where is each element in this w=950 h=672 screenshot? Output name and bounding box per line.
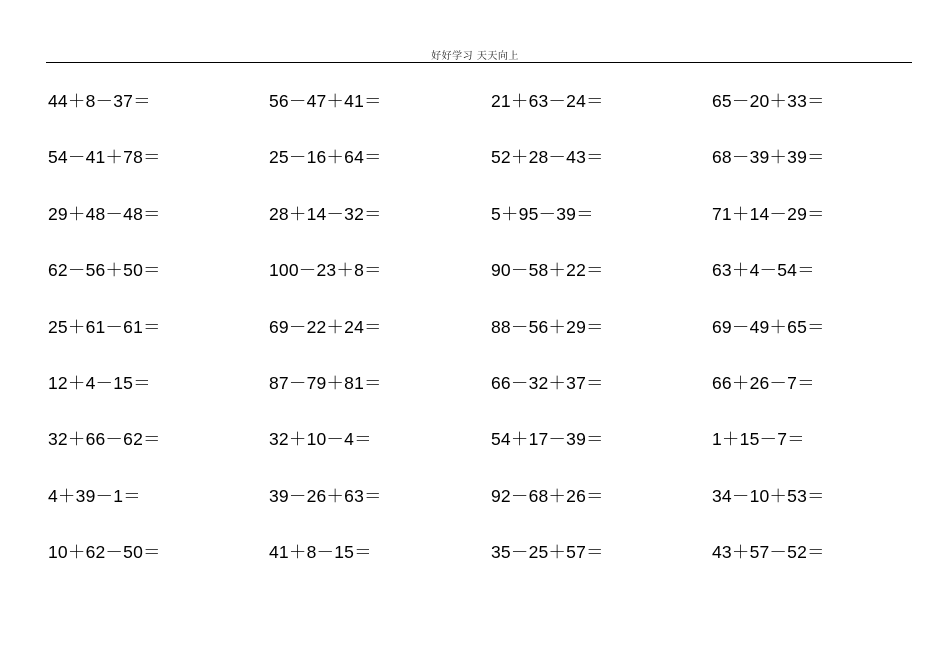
math-problem: 43＋57－52＝ (712, 542, 825, 563)
math-problem: 54＋17－39＝ (491, 429, 604, 450)
page-header: 好好学习 天天向上 (431, 51, 519, 62)
math-problem: 32＋10－4＝ (269, 429, 372, 450)
math-problem: 35－25＋57＝ (491, 542, 604, 563)
math-problem: 69－49＋65＝ (712, 316, 825, 337)
math-problem: 21＋63－24＝ (491, 91, 604, 111)
math-problem: 65－20＋33＝ (712, 91, 825, 111)
math-problem: 68－39＋39＝ (712, 147, 825, 168)
math-problem: 92－68＋26＝ (491, 485, 604, 506)
math-problem: 29＋48－48＝ (48, 203, 161, 224)
math-problem: 34－10＋53＝ (712, 485, 825, 506)
math-problem: 41＋8－15＝ (269, 542, 372, 563)
math-problem: 66－32＋37＝ (491, 372, 604, 393)
math-problem: 32＋66－62＝ (48, 429, 161, 450)
math-problem: 44＋8－37＝ (48, 91, 151, 111)
math-problem: 71＋14－29＝ (712, 203, 825, 224)
problem-grid (48, 88, 928, 596)
math-problem: 4＋39－1＝ (48, 485, 141, 506)
math-problem: 54－41＋78＝ (48, 147, 161, 168)
math-problem: 90－58＋22＝ (491, 260, 604, 281)
math-problem: 1＋15－7＝ (712, 429, 805, 450)
math-problem: 69－22＋24＝ (269, 316, 382, 337)
math-problem: 62－56＋50＝ (48, 260, 161, 281)
math-problem: 66＋26－7＝ (712, 372, 815, 393)
math-problem: 12＋4－15＝ (48, 372, 151, 393)
math-problem: 56－47＋41＝ (269, 91, 382, 111)
math-problem: 10＋62－50＝ (48, 542, 161, 563)
math-problem: 25－16＋64＝ (269, 147, 382, 168)
math-problem: 63＋4－54＝ (712, 260, 815, 281)
math-problem: 88－56＋29＝ (491, 316, 604, 337)
math-problem: 87－79＋81＝ (269, 372, 382, 393)
math-problem: 5＋95－39＝ (491, 203, 594, 224)
header-divider (46, 62, 912, 63)
math-problem: 25＋61－61＝ (48, 316, 161, 337)
math-problem: 39－26＋63＝ (269, 485, 382, 506)
math-problem: 100－23＋8＝ (269, 260, 382, 281)
math-problem: 28＋14－32＝ (269, 203, 382, 224)
math-problem: 52＋28－43＝ (491, 147, 604, 168)
